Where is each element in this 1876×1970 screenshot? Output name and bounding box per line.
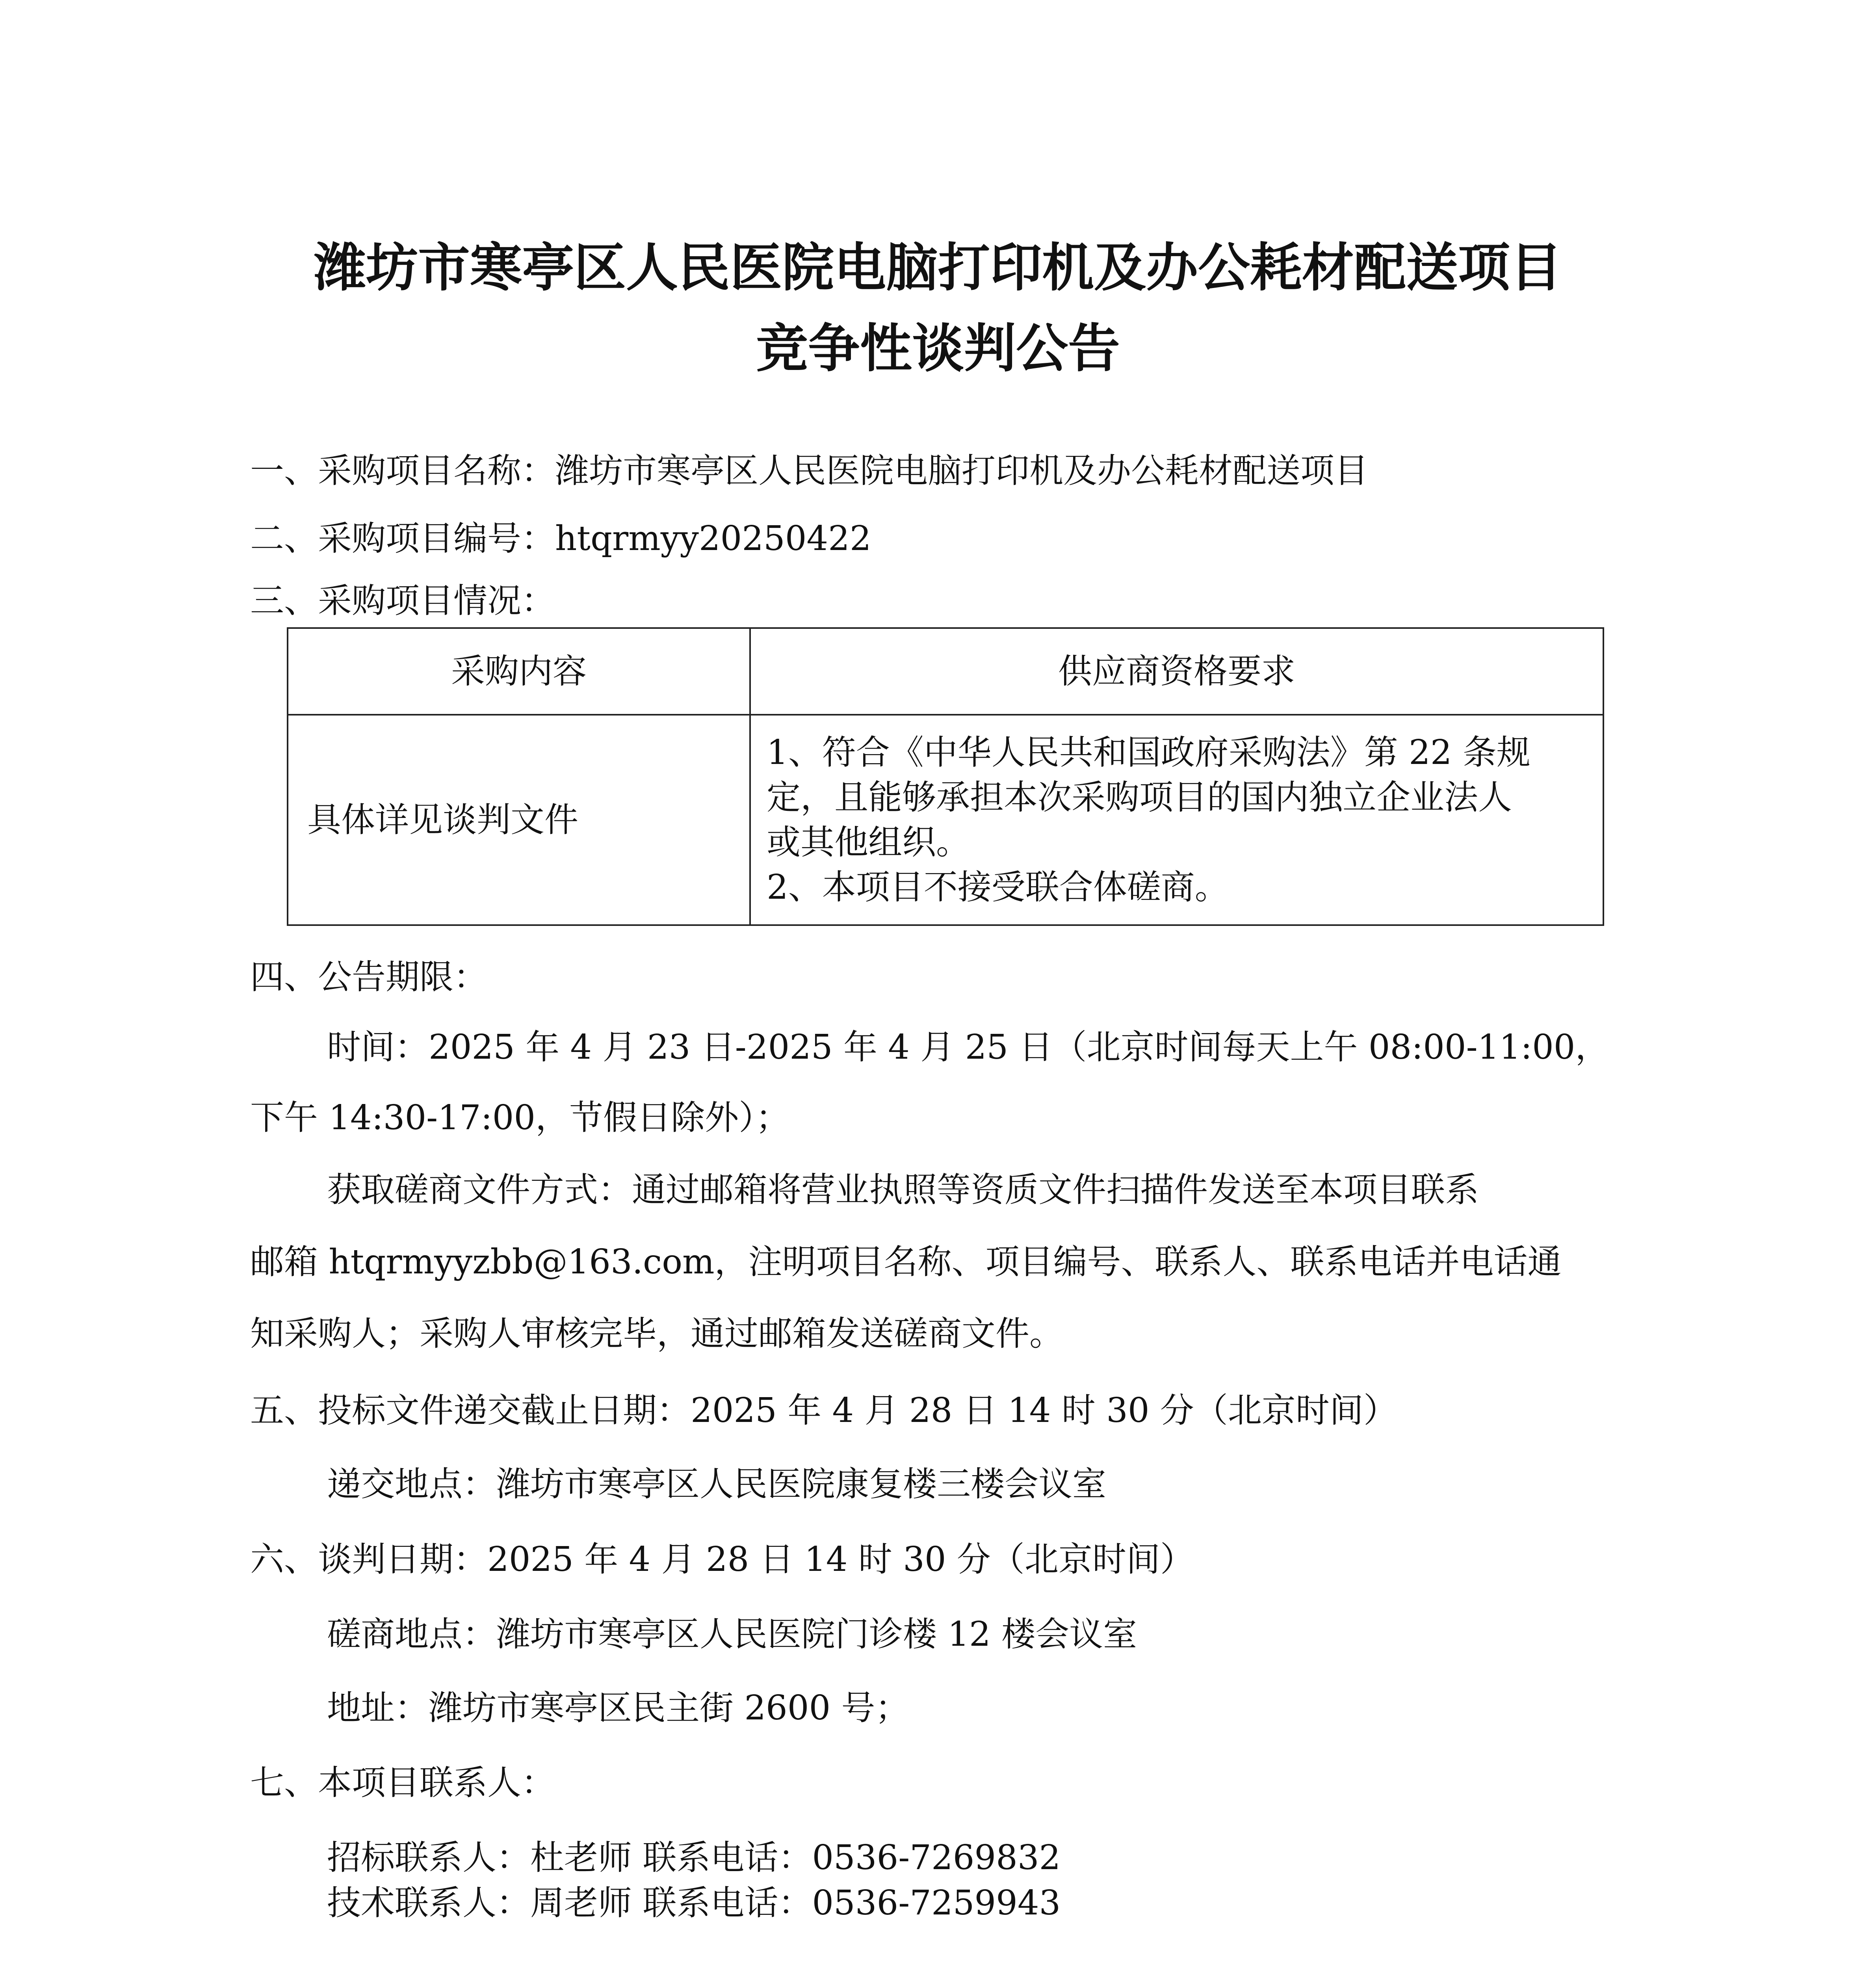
address-line: 地址：潍坊市寒亭区民主街 2600 号； [327,1688,909,1728]
document-title-line2: 竞争性谈判公告 [756,318,1120,379]
project-name-line: 一、采购项目名称：潍坊市寒亭区人民医院电脑打印机及办公耗材配送项目 [250,451,1368,491]
notice-time-line2: 下午 14:30-17:00，节假日除外）； [250,1098,790,1137]
negotiation-place-line: 磋商地点：潍坊市寒亭区人民医院门诊楼 12 楼会议室 [327,1615,1137,1654]
table-header-requirements: 供应商资格要求 [750,628,1603,715]
table-cell-content: 具体详见谈判文件 [288,715,750,925]
project-code-line: 二、采购项目编号：htqrmyy20250422 [250,519,871,558]
negotiation-date-line: 六、谈判日期：2025 年 4 月 28 日 14 时 30 分（北京时间） [250,1540,1194,1579]
table-row [288,715,1603,925]
obtain-method-line1: 获取磋商文件方式：通过邮箱将营业执照等资质文件扫描件发送至本项目联系 [327,1170,1479,1210]
technical-contact-line: 技术联系人：周老师 联系电话：0536-7259943 [327,1883,1061,1923]
submission-deadline-line: 五、投标文件递交截止日期：2025 年 4 月 28 日 14 时 30 分（北京时间） [250,1391,1397,1430]
requirement-line: 2、本项目不接受联合体磋商。 [767,868,1229,907]
project-situation-heading: 三、采购项目情况： [250,581,555,621]
submission-place-line: 递交地点：潍坊市寒亭区人民医院康复楼三楼会议室 [327,1464,1106,1504]
obtain-method-line2: 邮箱 htqrmyyzbb@163.com，注明项目名称、项目编号、联系人、联系电话并电话通 [250,1242,1562,1282]
table-cell-requirements [750,715,1603,925]
table-header-row [288,628,1603,715]
bidding-contact-line: 招标联系人：杜老师 联系电话：0536-7269832 [327,1838,1061,1877]
contacts-heading: 七、本项目联系人： [250,1763,555,1803]
requirement-line: 定，且能够承担本次采购项目的国内独立企业法人 [767,778,1512,817]
document-title-line1: 潍坊市寒亭区人民医院电脑打印机及办公耗材配送项目 [314,238,1562,298]
obtain-method-line3: 知采购人；采购人审核完毕，通过邮箱发送磋商文件。 [250,1314,1063,1353]
table-header-content: 采购内容 [288,628,750,715]
requirement-line: 或其他组织。 [767,823,970,862]
procurement-table [287,627,1604,926]
notice-time-line1: 时间：2025 年 4 月 23 日-2025 年 4 月 25 日（北京时间每天上午 08:00-11:00， [327,1028,1609,1067]
notice-period-heading: 四、公告期限： [250,957,487,997]
requirement-line: 1、符合《中华人民共和国政府采购法》第 22 条规 [767,733,1531,772]
